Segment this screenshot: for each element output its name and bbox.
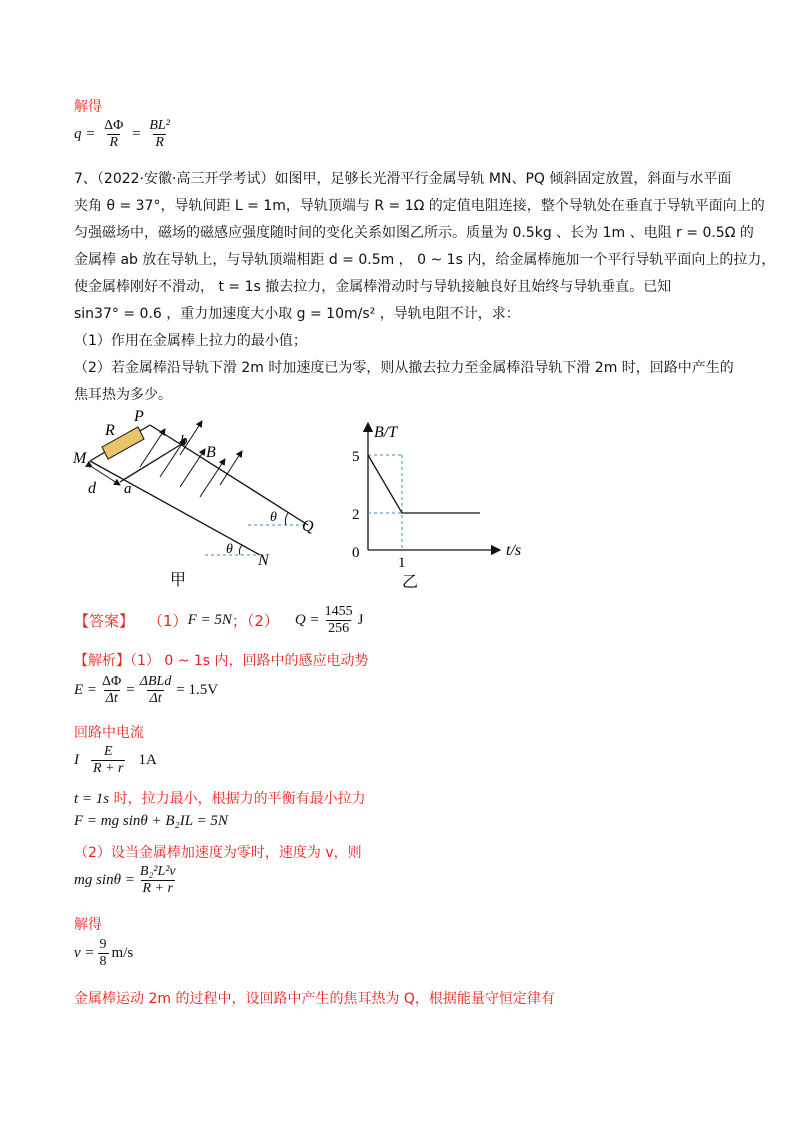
question-1: （1）作用在金属棒上拉力的最小值；	[74, 333, 307, 349]
caption-yi: 乙	[402, 572, 419, 591]
caption-jia: 甲	[170, 570, 187, 589]
force-formula: F = mg sinθ + B₂IL = 5N	[74, 813, 228, 829]
answer-line: 【答案】 （1） F = 5N ；（2） Q = $\frac{1455}{256}$ J	[74, 604, 364, 637]
label-m: M	[73, 450, 87, 467]
problem-source: （2022·安徽·高三开学考试）	[96, 171, 275, 187]
current-formula: I $\frac{E}{R + r}$ 1A	[74, 744, 157, 777]
last-line: 金属棒运动 2m 的过程中，设回路中产生的焦耳热为 Q，根据能量守恒定律有	[74, 991, 555, 1007]
x-axis-label: t/s	[506, 542, 522, 559]
emf-formula: E = $\frac{\Delta\Phi}{\Delta t}$ = $\frac{\text{ΔBLd}}{\Delta t}$ = 1.5V	[74, 674, 219, 707]
label-n: N	[258, 552, 269, 569]
answer-f: F = 5N	[187, 612, 232, 629]
tick-x-1: 1	[398, 555, 406, 571]
rail-pq	[150, 425, 308, 525]
label-r: R	[105, 422, 115, 439]
q-formula: q = $\frac{\Delta\Phi}{R}$ = $\frac{\text{BL²}}{R}$	[74, 118, 170, 151]
y-axis-label: B/T	[374, 424, 398, 441]
problem-number: 7、	[74, 171, 97, 187]
label-theta-2: θ	[226, 542, 233, 557]
figure-jia	[70, 405, 330, 595]
balance-formula: mg sinθ = $\frac{\text{B₂²L²v}}{R + r}$	[74, 864, 176, 897]
tick-y-2: 2	[352, 507, 360, 523]
label-q: Q	[302, 518, 314, 535]
answer-tag: 【答案】	[74, 612, 135, 631]
figure-yi	[330, 415, 530, 595]
question-2: （2）若金属棒沿导轨下滑 2m 时加速度已为零，则从撤去拉力至金属棒沿导轨下滑 2m 时，回路中产生的	[74, 360, 734, 376]
analysis-line-1: 【解析】（1） 0 ~ 1s 内，回路中的感应电动势	[74, 653, 369, 669]
bar-ab	[120, 445, 180, 482]
b-t-curve	[368, 455, 480, 513]
t1-line: t = 1s 时，拉力最小，根据力的平衡有最小拉力	[74, 791, 366, 807]
tick-origin: 0	[352, 545, 360, 561]
current-label: 回路中电流	[74, 725, 144, 741]
label-b: b	[180, 433, 188, 449]
answer-q-fraction: $\frac{1455}{256}$	[324, 604, 353, 637]
label-d: d	[88, 480, 96, 497]
jiede-label-2: 解得	[74, 917, 102, 933]
velocity-formula: v = $\frac{9}{8}$ m/s	[74, 937, 134, 970]
tick-y-5: 5	[352, 449, 360, 465]
jiede-label: 解得	[74, 99, 102, 115]
label-theta-1: θ	[270, 510, 277, 525]
rail-mn	[90, 461, 260, 555]
label-a: a	[124, 481, 132, 497]
problem-text: 7、（2022·安徽·高三开学考试）如图甲，足够长光滑平行金属导轨 MN、PQ 倾斜固定放置，斜面与水平面 夹角 θ = 37°，导轨间距 L = 1m，导轨顶端与 R = 1Ω 的定值电阻连接，整个导轨处在垂直于导轨平面向上的 匀强磁场中，磁场的磁感应强度随时间的变化关系如图乙所示。质量为 0.5kg 、长为 1m 、电阻 r = 0.5Ω 的 金属棒 ab 放在导轨上，与导轨顶端相距 d = 0.5m ， 0 ~ 1s 内，给金属棒施加一个平行导轨平面向上的拉力， 使金属棒刚好不滑动， t = 1s 撤去拉力，金属棒滑动时与导轨接触良好且始终与导轨垂直。已知 sin37° = 0.6 ，重力加速度大小取 g = 10m/s² ，导轨电阻不计，求： （1）作用在金属棒上拉力的最小值； （2）若金属棒沿导轨下滑 2m 时加速度已为零，则从撤去拉力至金属棒沿导轨下滑 2m 时，回路中产生的 焦耳热为多少。	[74, 171, 776, 403]
analysis-line-2: （2）设当金属棒加速度为零时，速度为 v，则	[74, 845, 362, 861]
label-p: P	[134, 408, 144, 425]
label-field-b: B	[206, 444, 216, 461]
analysis-tag: 【解析】	[74, 653, 130, 669]
